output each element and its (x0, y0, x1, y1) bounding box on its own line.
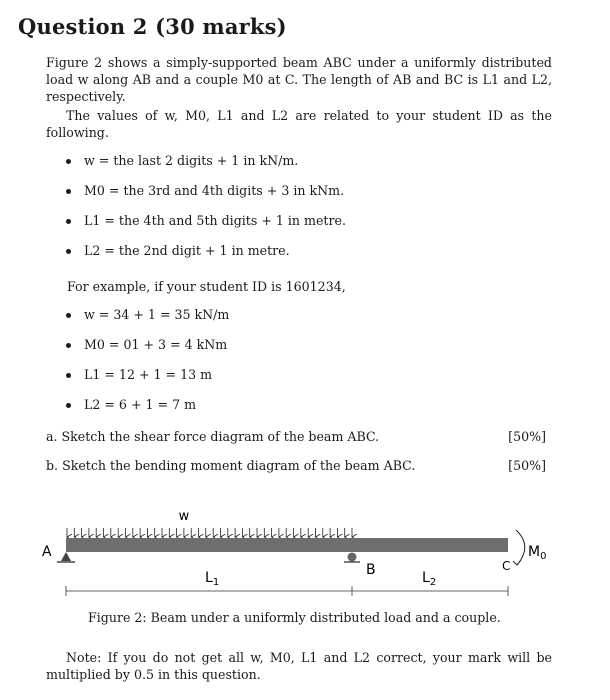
couple-arrowhead (513, 560, 521, 565)
load-label: w (178, 509, 190, 524)
example-l2: L2 = 6 + 1 = 7 m (62, 396, 229, 426)
point-b-label: B (366, 562, 376, 578)
beam-figure (0, 500, 610, 605)
task-a-mark: [50%] (508, 429, 546, 444)
example-list (62, 306, 229, 426)
roller-support-b (344, 553, 360, 563)
intro-paragraph: Figure 2 shows a simply-supported beam ABC under a uniformly distributed load w along AB and a couple M0 at C. The length of AB and BC is L1 and L2, respectively. (46, 55, 552, 104)
task-a: a. Sketch the shear force diagram of the beam ABC. (46, 429, 380, 444)
example-intro: For example, if your student ID is 1601234, (67, 279, 346, 294)
example-l1: L1 = 12 + 1 = 13 m (62, 366, 229, 396)
couple-arrow (516, 530, 525, 565)
task-b: b. Sketch the bending moment diagram of the beam ABC. (46, 458, 416, 473)
rule-m0: M0 = the 3rd and 4th digits + 3 in kNm. (62, 182, 346, 212)
rules-list (62, 152, 346, 272)
pin-support-a (57, 552, 75, 562)
span-l2-label: $L_2$ (422, 570, 437, 588)
relation-paragraph: The values of w, M0, L1 and L2 are related to your student ID as the following. (46, 108, 552, 140)
moment-label: $M_0$ (528, 544, 547, 562)
distributed-load-arrows (67, 528, 352, 537)
example-m0: M0 = 01 + 3 = 4 kNm (62, 336, 229, 366)
span-l2-subscript: 2 (429, 577, 437, 588)
rule-l2: L2 = the 2nd digit + 1 in metre. (62, 242, 346, 272)
question-title: Question 2 (30 marks) (18, 14, 287, 39)
rule-l1: L1 = the 4th and 5th digits + 1 in metre. (62, 212, 346, 242)
note-paragraph: Note: If you do not get all w, M0, L1 and L2 correct, your mark will be multiplied by 0.5 in this question. (46, 650, 552, 682)
span-l1-subscript: 1 (212, 577, 220, 588)
point-a-label: A (42, 544, 52, 560)
beam (66, 538, 508, 552)
dimension-line (66, 586, 508, 596)
rule-w: w = the last 2 digits + 1 in kN/m. (62, 152, 346, 182)
figure-caption: Figure 2: Beam under a uniformly distributed load and a couple. (88, 610, 501, 625)
moment-subscript: 0 (540, 551, 547, 562)
task-b-mark: [50%] (508, 458, 546, 473)
span-l1-label: $L_1$ (205, 570, 220, 588)
point-c-label: C (502, 559, 511, 573)
example-w: w = 34 + 1 = 35 kN/m (62, 306, 229, 336)
